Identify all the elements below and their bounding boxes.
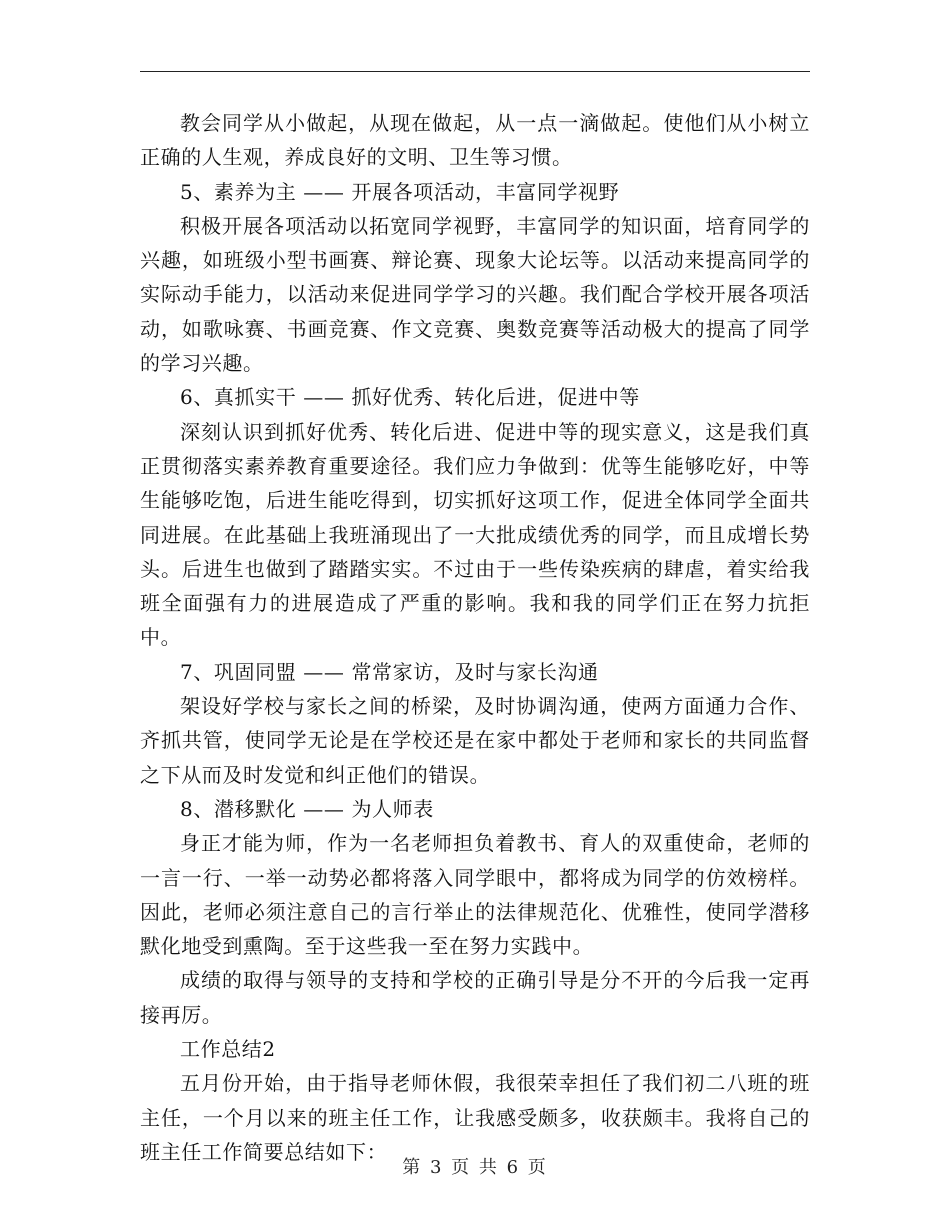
paragraph-students: 深刻认识到抓好优秀、转化后进、促进中等的现实意义，这是我们真正贯彻落实素养教育重要途径。我们应力争做到：优等生能够吃好，中等生能够吃饱，后进生能吃得到，切实抓好这项工作，促进全体同学全面共同进展。在此基础上我班涌现出了一大批成绩优秀的同学，而且成增长势头。后进生也做到了踏踏实实。不过由于一些传染疾病的肆虐，着实给我班全面强有力的进展造成了严重的影响。我和我的同学们正在努力抗拒中。 [140,419,810,650]
paragraph-teacher: 身正才能为师，作为一名老师担负着教书、育人的双重使命，老师的一言一行、一举一动势必都将落入同学眼中，都将成为同学的仿效榜样。因此，老师必须注意自己的言行举止的法律规范化、优雅性，使同学潜移默化地受到熏陶。至于这些我一至在努力实践中。 [140,831,810,959]
section-heading-8: 8、潜移默化 —— 为人师表 [180,796,434,821]
section-heading-6: 6、真抓实干 —— 抓好优秀、转化后进，促进中等 [180,385,640,410]
page-number: 第 3 页 共 6 页 [402,1157,548,1178]
paragraph-intro: 教会同学从小做起，从现在做起，从一点一滴做起。使他们从小树立正确的人生观，养成良好的文明、卫生等习惯。 [140,111,810,170]
document-body [140,106,810,1169]
section-heading-7: 7、巩固同盟 —— 常常家访，及时与家长沟通 [180,659,599,684]
summary-2-title: 工作总结2 [180,1037,276,1062]
paragraph-summary-2: 五月份开始，由于指导老师休假，我很荣幸担任了我们初二八班的班主任，一个月以来的班主任工作，让我感受颇多，收获颇丰。我将自己的班主任工作简要总结如下： [140,1071,810,1164]
header-rule [140,71,810,72]
section-heading-5: 5、素养为主 —— 开展各项活动，丰富同学视野 [180,179,620,204]
paragraph-conclusion: 成绩的取得与领导的支持和学校的正确引导是分不开的今后我一定再接再厉。 [140,968,810,1027]
paragraph-parents: 架设好学校与家长之间的桥梁，及时协调沟通，使两方面通力合作、齐抓共管，使同学无论是在学校还是在家中都处于老师和家长的共同监督之下从而及时发觉和纠正他们的错误。 [140,694,810,787]
paragraph-activities: 积极开展各项活动以拓宽同学视野，丰富同学的知识面，培育同学的兴趣，如班级小型书画赛、辩论赛、现象大论坛等。以活动来提高同学的实际动手能力，以活动来促进同学学习的兴趣。我们配合学校开展各项活动，如歌咏赛、书画竞赛、作文竞赛、奥数竞赛等活动极大的提高了同学的学习兴趣。 [140,213,810,376]
